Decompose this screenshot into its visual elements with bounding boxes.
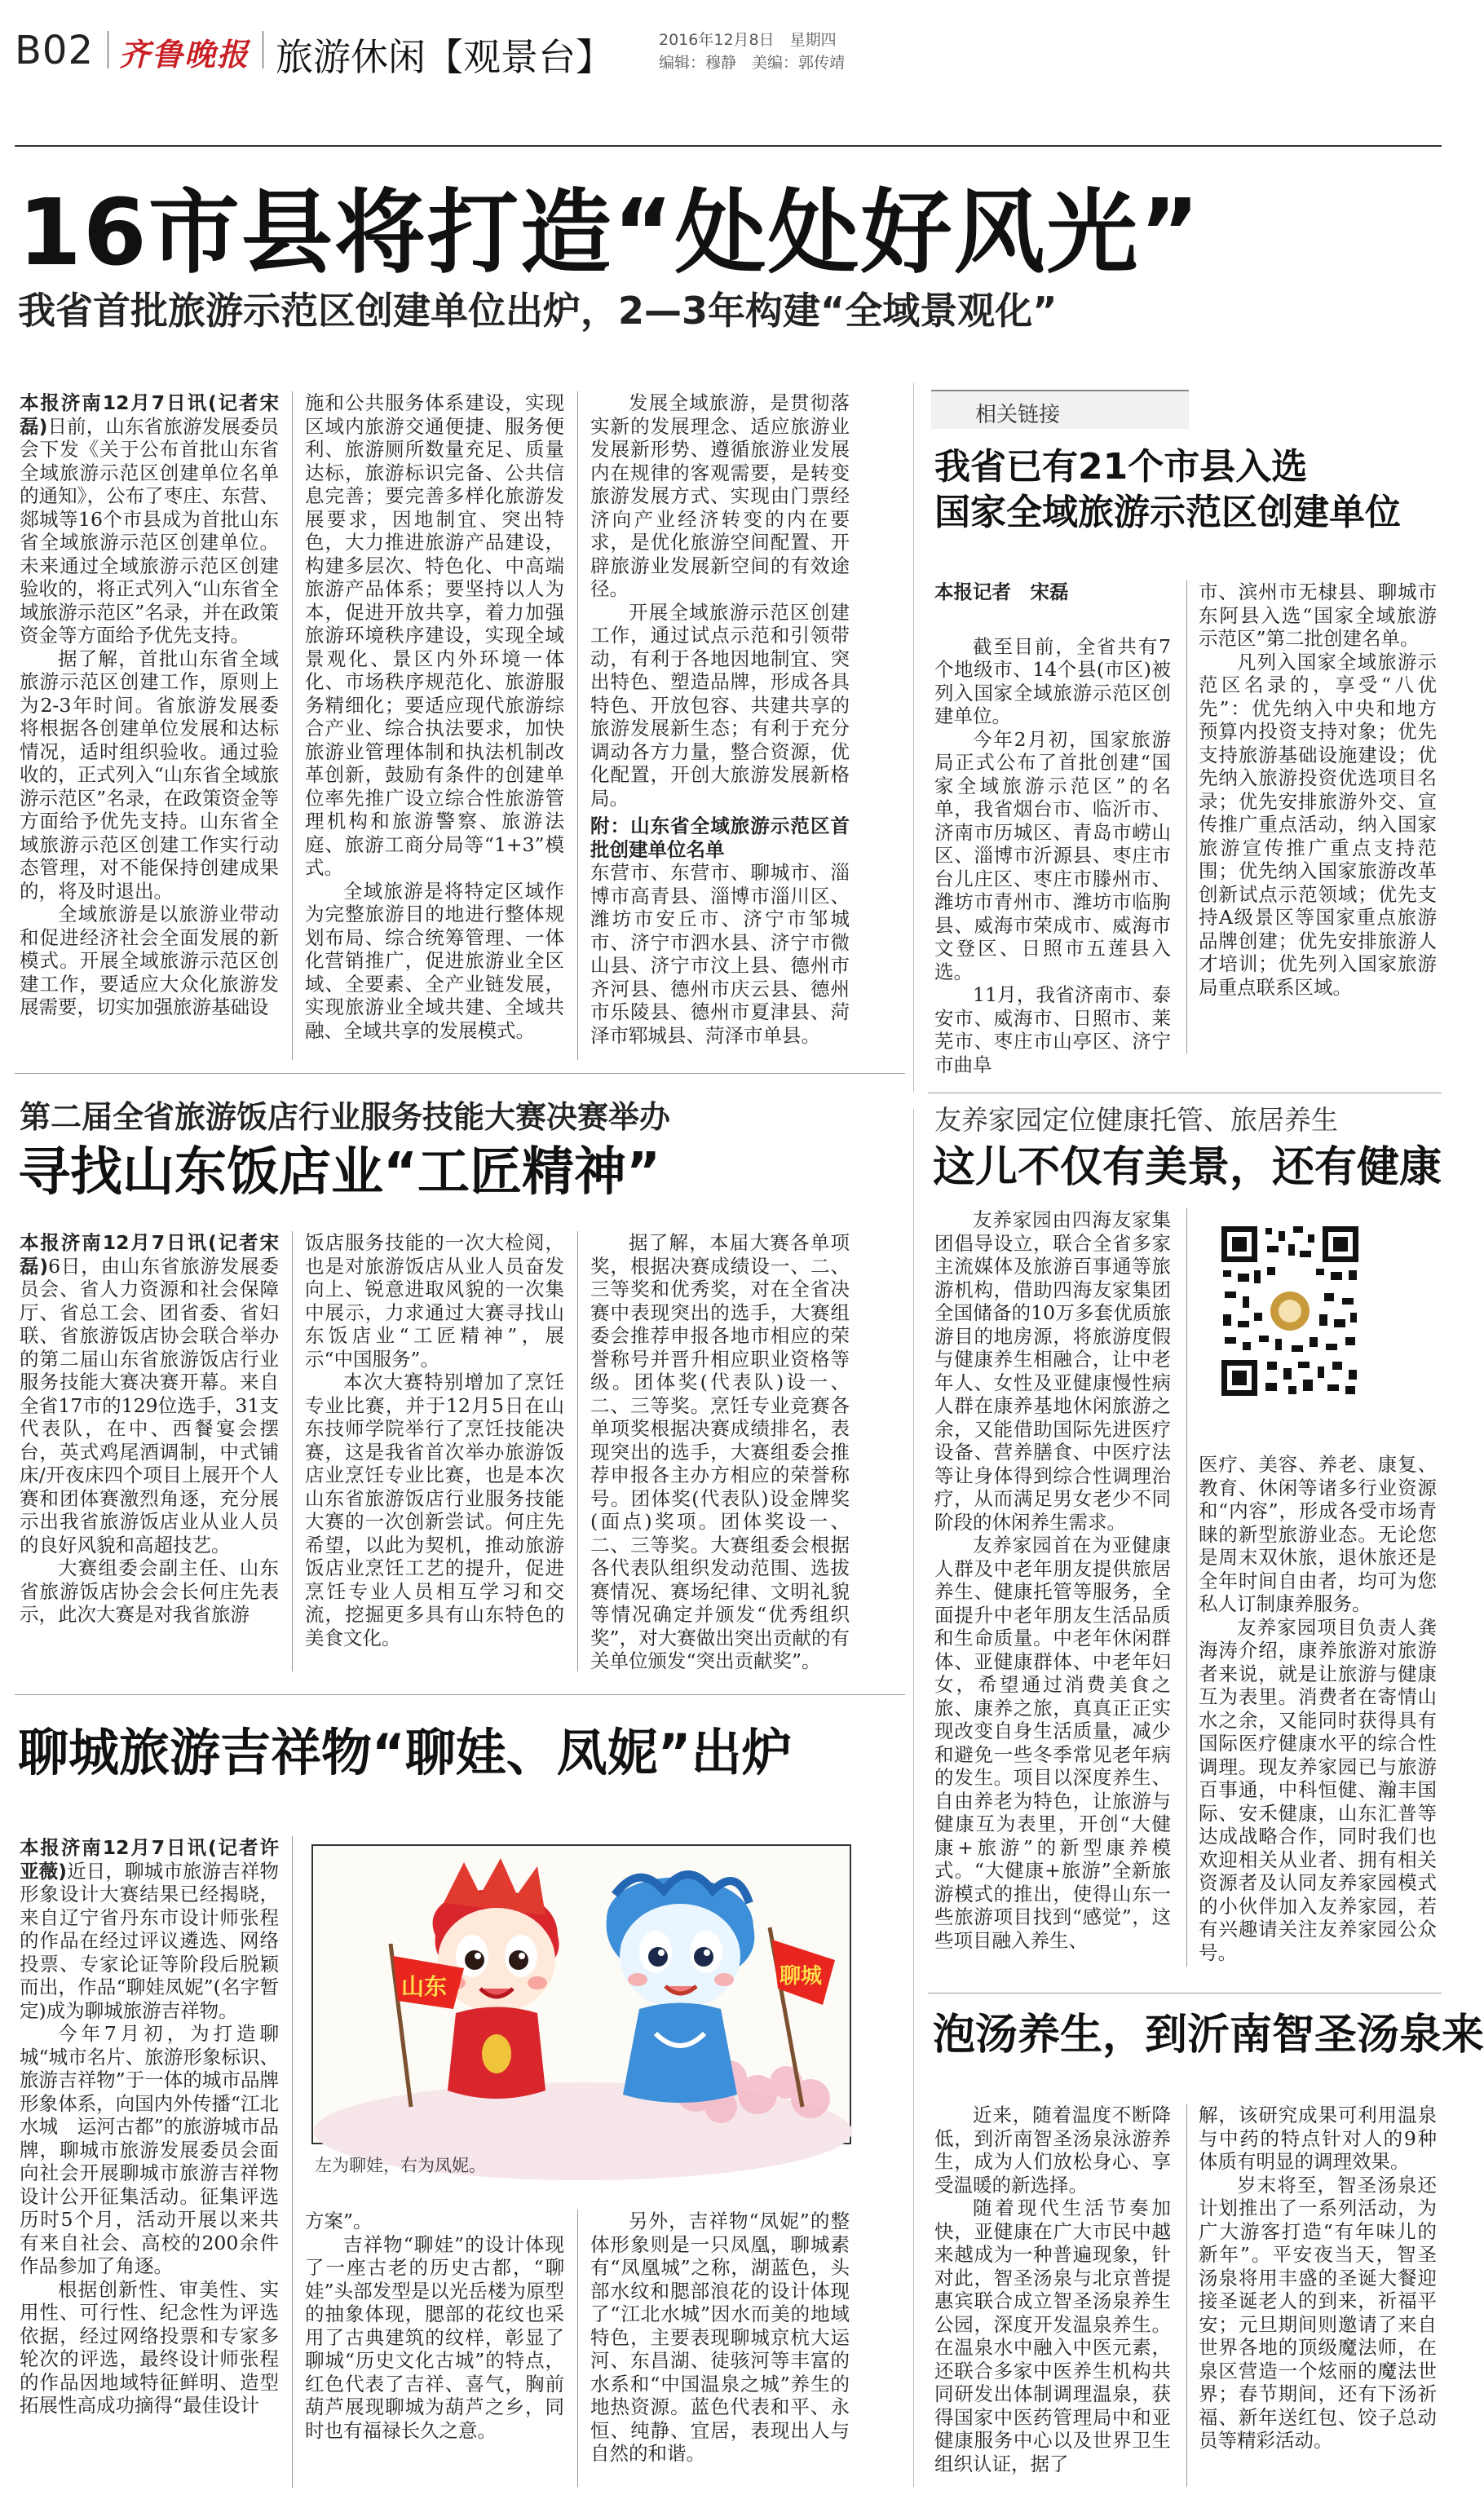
kicker-health: 友养家园定位健康托管、旅居养生 (934, 1104, 1338, 1136)
article3-col3: 据了解，本届大赛各单项奖，根据决赛成绩设一、二、三等奖和优秀奖，对在全省决赛中表现突出的选手，大赛组委会推荐申报各地市相应的荣誉称号并晋升相应职业资格等级。团体奖(代表队)设一、二、三等奖。烹饪专业竞赛各单项奖根据决赛成绩排名，表现突出的选手，大赛组委会推荐申报各主办方相应的荣誉称号。团体奖(代表队)设金牌奖(面点)奖项。团体奖设一、二、三等奖。大赛组委会根据各代表队组织发动范围、选拔赛情况、赛场纪律、文明礼貌等情况确定并颁发“优秀组织奖”，对大赛做出突出贡献的有关单位颁发“突出贡献奖”。 (590, 1231, 850, 1672)
article3-col1: 本报济南12月7日讯(记者宋磊)6日，由山东省旅游发展委员会、省人力资源和社会保障厅、省总工会、团省委、省妇联、省旅游饭店协会联合举办的第二届山东省旅游饭店行业服务技能大赛决赛开幕。来自全省17市的129位选手，31支代表队，在中、西餐宴会摆台，英式鸡尾酒调制，中式铺床/开夜床四个项目上展开个人赛和团体赛激烈角逐，充分展示出我省旅游饭店业从业人员的良好风貌和高超技艺。 大赛组委会副主任、山东省旅游饭店协会会长何庄先表示，此次大赛是对我省旅游 (20, 1231, 279, 1626)
kicker-hotel: 第二届全省旅游饭店行业服务技能大赛决赛举办 (20, 1099, 671, 1135)
article4-byline: 本报济南12月7日讯(记者许亚薇) (20, 1836, 279, 1883)
newspaper-logo: 齐鲁晚报 (119, 36, 250, 73)
article2-col1: 本报记者 宋磊 截至目前，全省共有7个地级市、14个县(市区)被列入国家全域旅游示范区创建单位。 今年2月初，国家旅游局正式公布了首批创建“国家全域旅游示范区”的名单，我省烟台市、临沂市、济南市历城区、青岛市崂山区、淄博市沂源县、枣庄市台儿庄区、枣庄市滕州市、潍坊市青州市、潍坊市临朐县、威海市荣成市、威海市文登区、日照市五莲县入选。 11月，我省济南市、泰安市、威海市、日照市、莱芜市、枣庄市山亭区、济宁市曲阜 (934, 581, 1171, 1076)
article4-col1: 本报济南12月7日讯(记者许亚薇)近日，聊城市旅游吉祥物形象设计大赛结果已经揭晓，来自辽宁省丹东市设计师张程的作品在经过评议遴选、网络投票、专家论证等阶段后脱颖而出，作品“聊娃凤妮”(名字暂定)成为聊城旅游吉祥物。 今年7月初，为打造聊城“城市名片、旅游形象标识、旅游吉祥物”于一体的城市品牌形象体系，向国内外传播“江北水城 运河古都”的旅游城市品牌，聊城市旅游发展委员会面向社会开展聊城市旅游吉祥物设计公开征集活动。征集评选历时5个月，活动开展以来共有来自社会、高校的200余件作品参加了角逐。 根据创新性、审美性、实用性、可行性、纪念性为评选依据，经过网络投票和专家多轮次的评选，最终设计师张程的作品因地域特征鲜明、造型拓展性高成功摘得“最佳设计 (20, 1836, 279, 2417)
article2-col2: 市、滨州市无棣县、聊城市东阿县入选“国家全域旅游示范区”第二批创建名单。 凡列入国家全域旅游示范区名录的，享受“八优先”：优先纳入中央和地方预算内投资支持对象；优先支持旅游基础设施建设；优先纳入旅游投资优选项目名录；优先安排旅游外交、宣传推广重点活动，纳入国家旅游宣传推广重点支持范围；优先纳入国家旅游改革创新试点示范领域；优先支持A级景区等国家重点旅游品牌创建；优先安排旅游人才培训；优先列入国家旅游局重点联系区域。 (1199, 581, 1437, 999)
headline-related-2: 国家全域旅游示范区创建单位 (934, 492, 1401, 533)
flag-right-label: 聊城 (780, 1964, 823, 1989)
article4-col2: 方案”。 吉祥物“聊娃”的设计体现了一座古老的历史古都，“聊娃”头部发型是以光岳楼为原型的抽象体现，腮部的花纹也采用了古典建筑的纹样，彰显了聊城“历史文化古城”的特点，红色代表了吉祥、喜气，胸前葫芦展现聊城为葫芦之乡，同时也有福禄长久之意。 (305, 2210, 564, 2442)
related-link-label: 相关链接 (975, 403, 1061, 427)
article2-byline: 本报记者 宋磊 (934, 581, 1069, 603)
article1-col3: 发展全域旅游，是贯彻落实新的发展理念、适应旅游业发展新形势、遵循旅游业发展内在规律的客观需要，是转变旅游发展方式、实现由门票经济向产业经济转变的内在要求，是优化旅游空间配置、开辟旅游业发展新空间的有效途径。 开展全域旅游示范区创建工作，通过试点示范和引领带动，有利于各地因地制宜、突出特色、塑造品牌，形成各具特色、开放包容、共建共享的旅游发展新生态；有利于充分调动各方力量，整合资源，优化配置，开创大旅游发展新格局。 附：山东省全域旅游示范区首批创建单位名单 东营市、东营市、聊城市、淄博市高青县、淄博市淄川区、潍坊市安丘市、济宁市邹城市、济宁市泗水县、济宁市微山县、济宁市汶上县、德州市齐河县、德州市庆云县、德州市乐陵县、德州市夏津县、菏泽市郓城县、菏泽市单县。 (590, 391, 850, 1047)
mascot-image (311, 1844, 851, 2144)
article3-byline: 本报济南12月7日讯(记者宋磊) (20, 1231, 279, 1278)
article6-col1: 近来，随着温度不断降低，到沂南智圣汤泉泳游养生，成为人们放松身心、享受温暖的新选择。 随着现代生活节奏加快，亚健康在广大市民中越来越成为一种普遍现象，针对此，智圣汤泉与北京普提惠宾联合成立智圣汤泉养生公园，深度开发温泉养生。在温泉水中融入中医元素，还联合多家中医养生机构共同研发出体制调理温泉，获得国家中医药管理局中和亚健康服务中心以及世界卫生组织认证，据了 (934, 2104, 1171, 2475)
headline-health: 这儿不仅有美景，还有健康 (933, 1143, 1442, 1192)
headline-related-1: 我省已有21个市县入选 (934, 446, 1308, 488)
headline-main: 16市县将打造“处处好风光” (18, 180, 1202, 286)
flag-left-label: 山东 (401, 1973, 448, 2000)
article1-byline: 本报济南12月7日讯(记者宋磊) (20, 391, 279, 438)
section-title: 旅游休闲【观景台】 (276, 35, 613, 79)
article6-col2: 解，该研究成果可利用温泉与中药的特点针对人的9种体质有明显的调理效果。 岁末将至，智圣汤泉还计划推出了一系列活动，为广大游客打造“有年味儿的新年”。平安夜当天，智圣汤泉将用丰盛的圣诞大餐迎接圣诞老人的到来，祈福平安；元旦期间则邀请了来自世界各地的顶级魔法师，在泉区营造一个炫丽的魔法世界；春节期间，还有下汤祈福、新年送红包、饺子总动员等精彩活动。 (1199, 2104, 1437, 2452)
issue-date: 2016年12月8日 星期四 (659, 31, 837, 49)
article5-col1: 友养家园由四海友家集团倡导设立，联合全省多家主流媒体及旅游百事通等旅游机构，借助四海友家集团全国储备的10万多套优质旅游目的地房源，将旅游度假与健康养生相融合，让中老年人、女性及亚健康慢性病人群在康养基地休闲旅游之余，又能借助国际先进医疗设备、营养膳食、中医疗法等让身体得到综合性调理治疗，从而满足男女老少不同阶段的休闲养生需求。 友养家园首在为亚健康人群及中老年朋友提供旅居养生、健康托管等服务，全面提升中老年朋友生活品质和生命质量。中老年休闲群体、亚健康群体、中老年妇女，希望通过消费美食之旅、康养之旅，真真正正实现改变自身生活质量，减少和避免一些冬季常见老年病的发生。项目以深度养生、自由养老为特色，让旅游与健康互为表里，开创“大健康+旅游”的新型康养模式。“大健康+旅游”全新旅游模式的推出，使得山东一些旅游项目找到“感觉”，这些项目融入养生、 (934, 1208, 1171, 1952)
subheadline-main: 我省首批旅游示范区创建单位出炉，2—3年构建“全域景观化” (18, 289, 1058, 333)
article3-col2: 饭店服务技能的一次大检阅，也是对旅游饭店从业人员奋发向上、锐意进取风貌的一次集中展示，力求通过大赛寻找山东饭店业“工匠精神”，展示“中国服务”。 本次大赛特别增加了烹饪专业比赛，并于12月5日在山东技师学院举行了烹饪技能决赛，这是我省首次举办旅游饭店业烹饪专业比赛，也是本次山东省旅游饭店行业服务技能大赛的一次创新尝试。何庄先希望，以此为契机，推动旅游饭店业烹饪工艺的提升，促进烹饪专业人员相互学习和交流，挖掘更多具有山东特色的美食文化。 (305, 1231, 564, 1649)
article4-col3: 另外，吉祥物“凤妮”的整体形象则是一只凤凰，聊城素有“凤凰城”之称，湖蓝色，头部水纹和腮部浪花的设计体现了“江北水城”因水而美的地域特色，主要表现聊城京杭大运河、东昌湖、徒骇河等丰富的水系和“中国温泉之城”养生的地热资源。蓝色代表和平、永恒、纯静、宜居，表现出人与自然的和谐。 (590, 2210, 850, 2465)
page-number: B02 (15, 28, 95, 73)
headline-mascot: 聊城旅游吉祥物“聊娃、凤妮”出炉 (18, 1723, 793, 1782)
article1-col2: 施和公共服务体系建设，实现区域内旅游交通便捷、服务便利、旅游厕所数量充足、质量达标，旅游标识完备、公共信息完善；要完善多样化旅游发展要求，因地制宜、突出特色，大力推进旅游产品建设，构建多层次、特色化、中高端旅游产品体系；要坚持以人为本，促进开放共享，着力加强旅游环境秩序建设，实现全域景观化、景区内外环境一体化、市场秩序规范化、旅游服务精细化；要适应现代旅游综合产业、综合执法要求，加快旅游业管理体制和执法机制改革创新，鼓励有条件的创建单位率先推广设立综合性旅游管理机构和旅游警察、旅游法庭、旅游工商分局等“1+3”模式。 全域旅游是将特定区域作为完整旅游目的地进行整体规划布局、综合统筹管理、一体化营销推广，促进旅游业全区域、全要素、全产业链发展，实现旅游业全域共建、全域共融、全域共享的发展模式。 (305, 391, 564, 1042)
unit-list: 东营市、东营市、聊城市、淄博市高青县、淄博市淄川区、潍坊市安丘市、济宁市邹城市、济宁市泗水县、济宁市微山县、济宁市汶上县、德州市齐河县、德州市庆云县、德州市乐陵县、德州市夏津县、菏泽市郓城县、菏泽市单县。 (590, 861, 850, 1047)
qr-code (1218, 1223, 1362, 1399)
image-caption: 左为聊娃，右为凤妮。 (315, 2156, 486, 2175)
article1-col1: 本报济南12月7日讯(记者宋磊)日前，山东省旅游发展委员会下发《关于公布首批山东省全域旅游示范区创建单位名单的通知》，公布了枣庄、东营、郯城等16个市县成为首批山东省全域旅游示范区创建单位。未来通过全域旅游示范区创建验收的，将正式列入“山东省全域旅游示范区”名录，并在政策资金等方面给予优先支持。 据了解，首批山东省全域旅游示范区创建工作，原则上为2-3年时间。省旅游发展委将根据各创建单位发展和达标情况，适时组织验收。通过验收的，正式列入“山东省全域旅游示范区”名录，在政策资金等方面给予优先支持。山东省全域旅游示范区创建工作实行动态管理，对不能保持创建成果的，将及时退出。 全域旅游是以旅游业带动和促进经济社会全面发展的新模式。开展全域旅游示范区创建工作，要适应大众化旅游发展需要，切实加强旅游基础设 (20, 391, 279, 1018)
headline-hotel: 寻找山东饭店业“工匠精神” (18, 1142, 661, 1203)
unit-list-title: 附：山东省全域旅游示范区首批创建单位名单 (590, 815, 850, 861)
masthead-rule (15, 145, 1442, 147)
editor-credit: 编辑：穆静 美编：郭传靖 (659, 54, 846, 72)
headline-spa: 泡汤养生，到沂南智圣汤泉来 (933, 2011, 1484, 2060)
article5-col2: 医疗、美容、养老、康复、教育、休闲等诸多行业资源和“内容”，形成各受市场青睐的新型旅游业态。无论您是周末双休旅，退休旅还是全年时间自由者，均可为您私人订制康养服务。 友养家园项目负责人龚海涛介绍，康养旅游对旅游者来说，就是让旅游与健康互为表里。消费者在寄情山水之余，又能同时获得具有国际医疗健康水平的综合性调理。现友养家园已与旅游百事通，中科恒健、瀚丰国际、安禾健康，山东汇普等达成战略合作，同时我们也欢迎相关从业者、拥有相关资源者及认同友养家园模式的小伙伴加入友养家园，若有兴趣请关注友养家园公众号。 (1199, 1453, 1437, 1964)
